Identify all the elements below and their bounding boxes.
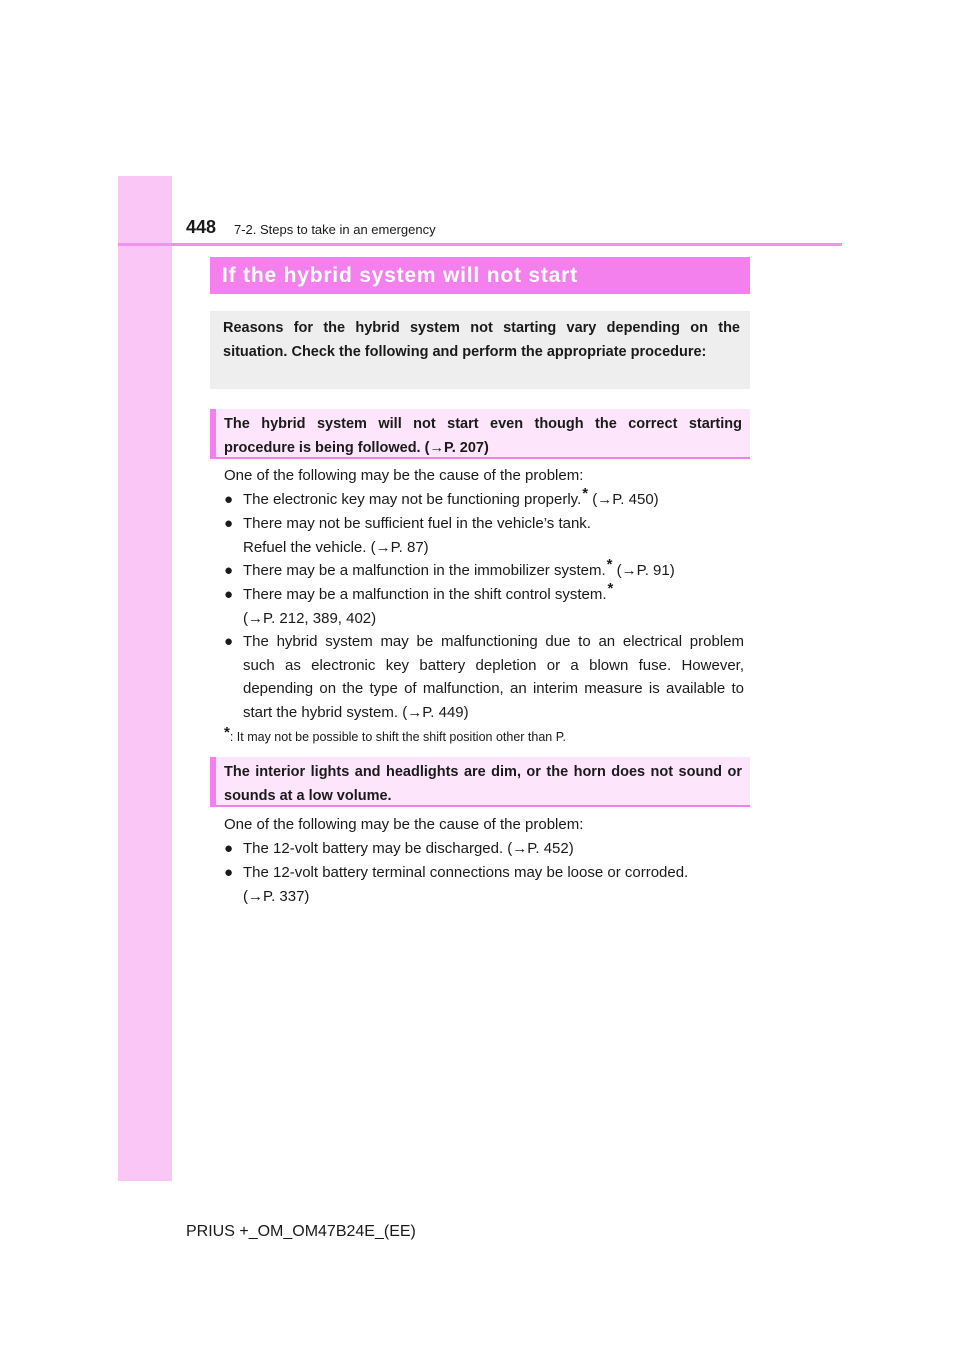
item-text: The 12-volt battery terminal connections may be loose or corroded.	[243, 864, 689, 881]
subheading-2	[210, 757, 750, 807]
chapter-title: 7-2. Steps to take in an emergency	[234, 222, 436, 237]
list-item	[224, 837, 744, 861]
bullet-icon: ●	[224, 586, 234, 603]
item-text: The electronic key may not be functioning properly.	[243, 491, 582, 508]
footnote	[224, 724, 566, 745]
asterisk-mark: *	[582, 485, 589, 502]
item-text: The 12-volt battery may be discharged. (→P. 452)	[243, 840, 574, 857]
document-code-footer: PRIUS +_OM_OM47B24E_(EE)	[186, 1223, 416, 1240]
page-number: 448	[186, 217, 217, 237]
side-tab-strip	[118, 176, 172, 1181]
list-item	[224, 580, 744, 630]
asterisk-mark: *	[606, 556, 613, 573]
header-rule	[118, 243, 842, 246]
bullet-icon: ●	[224, 515, 234, 532]
footnote-text: : It may not be possible to shift the shift position other than P.	[229, 730, 566, 744]
subheading-1-text: The hybrid system will not start even though the correct starting procedure is being followed. (	[224, 416, 742, 456]
subheading-1	[210, 409, 750, 459]
list-item	[224, 512, 744, 559]
page-ref: (→P. 91)	[612, 562, 675, 579]
footnote-asterisk: *	[224, 724, 230, 741]
bullet-icon: ●	[224, 562, 234, 579]
bullet-icon: ●	[224, 840, 234, 857]
item-text-line2: Refuel the vehicle. (→P. 87)	[243, 538, 429, 556]
bullet-icon: ●	[224, 491, 234, 508]
item-text: There may not be sufficient fuel in the vehicle’s tank.	[243, 515, 591, 532]
item-text: There may be a malfunction in the immobilizer system.	[243, 562, 606, 579]
bullet-icon: ●	[224, 864, 234, 881]
subheading-1-ref: →P. 207)	[429, 440, 489, 456]
list-item	[224, 630, 744, 724]
list-item	[224, 861, 744, 908]
subheading-2-text: The interior lights and headlights are dim, or the horn does not sound or sounds at a low volume.	[224, 764, 742, 804]
page-ref: (→P. 450)	[588, 491, 659, 508]
section2-lead: One of the following may be the cause of the problem:	[224, 816, 584, 833]
item-text-line2: (→P. 337)	[243, 887, 310, 905]
section-title: If the hybrid system will not start	[210, 257, 750, 294]
item-text-line2: (→P. 212, 389, 402)	[243, 609, 377, 627]
item-text: There may be a malfunction in the shift control system.	[243, 586, 607, 603]
bullet-icon: ●	[224, 633, 234, 650]
asterisk-mark: *	[607, 580, 614, 597]
list-item	[224, 556, 744, 583]
intro-box	[210, 311, 750, 389]
list-item	[224, 485, 744, 512]
section1-lead: One of the following may be the cause of the problem:	[224, 467, 584, 484]
item-text: The hybrid system may be malfunctioning due to an electrical problem such as electronic key battery depletion or a blown fuse. However, depending on the type of malfunction, an interim measure is available to start the hybrid system. (→P. 449)	[243, 633, 744, 721]
intro-text: Reasons for the hybrid system not starting vary depending on the situation. Check the following and perform the appropriate procedure:	[223, 320, 740, 360]
